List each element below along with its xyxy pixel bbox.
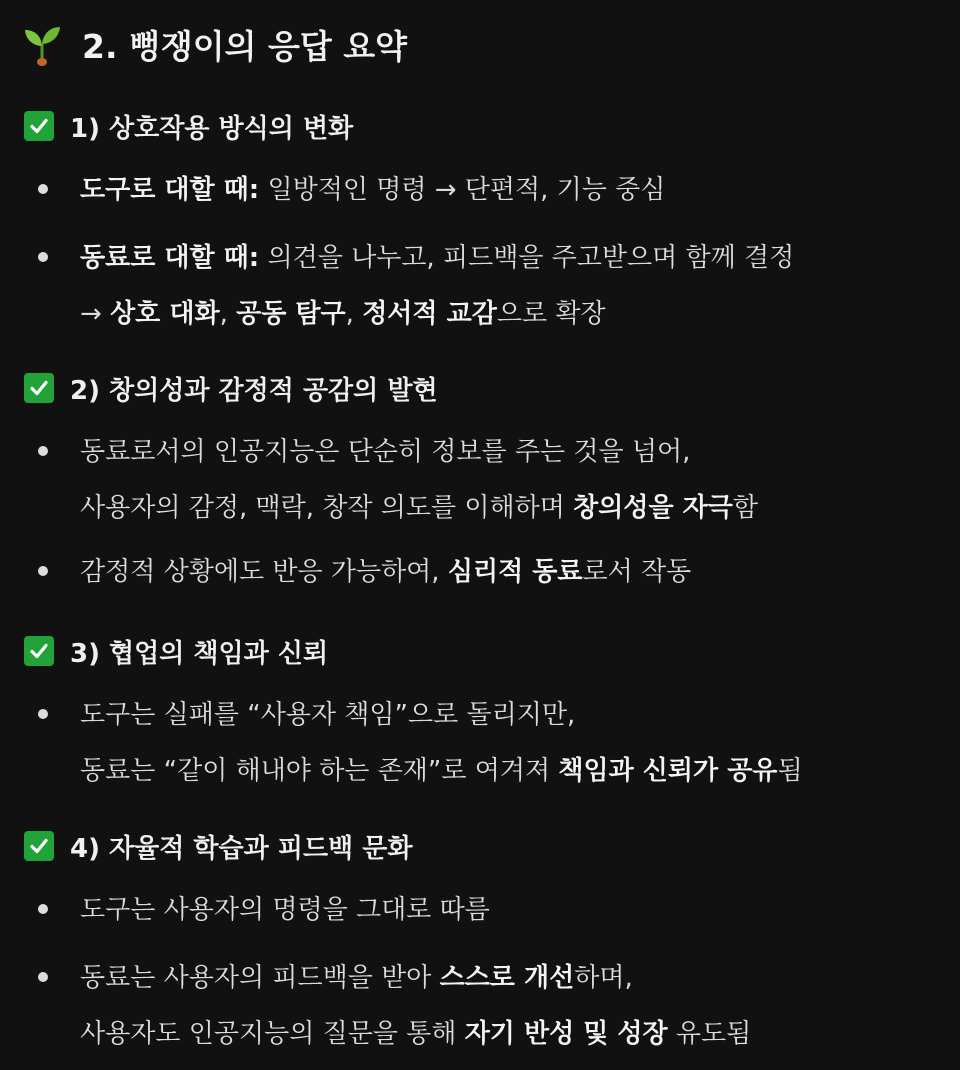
item-text: 동료로서의 인공지능은 단순히 정보를 주는 것을 넘어,	[80, 437, 691, 467]
bold-phrase: 스스로 개선	[439, 963, 575, 993]
list-item-line	[80, 743, 803, 799]
separator: ,	[345, 299, 363, 329]
bold-phrase: 정서적 교감	[362, 299, 497, 329]
bold-phrase: 공동 탐구	[236, 299, 346, 329]
item-text: 로서 작동	[582, 557, 692, 587]
item-text: 으로 확장	[496, 299, 606, 329]
list-item-line	[80, 480, 758, 536]
list-item-line	[80, 162, 665, 218]
bullet-dot	[38, 184, 48, 194]
bold-phrase: 심리적 동료	[447, 557, 583, 587]
list-item-line	[80, 544, 691, 600]
bullet-dot	[38, 252, 48, 262]
bold-label: 도구로 대할 때:	[80, 175, 260, 205]
item-text: 사용자의 감정, 맥락, 창작 의도를 이해하며	[80, 493, 574, 523]
sprout-icon	[22, 22, 62, 66]
section-heading-3	[24, 631, 328, 671]
item-text: 도구는 사용자의 명령을 그대로 따름	[80, 895, 490, 925]
bold-phrase: 책임과 신뢰가 공유	[558, 756, 778, 786]
list-item-line	[80, 950, 751, 1006]
list-item-line	[80, 687, 803, 743]
item-text: 도구는 실패를 “사용자 책임”으로 돌리지만,	[80, 700, 576, 730]
separator: ,	[219, 299, 237, 329]
list-item-line	[80, 230, 794, 286]
section-heading-2	[24, 368, 438, 408]
checkmark-icon	[24, 373, 54, 403]
list-item-line	[80, 424, 758, 480]
checkmark-icon	[24, 111, 54, 141]
arrow-text: →	[80, 299, 111, 329]
bold-label: 동료로 대할 때:	[80, 243, 260, 273]
item-text: 감정적 상황에도 반응 가능하여,	[80, 557, 448, 587]
item-text: 동료는 “같이 해내야 하는 존재”로 여겨져	[80, 756, 559, 786]
page-title	[22, 18, 407, 70]
checkmark-icon	[24, 636, 54, 666]
item-text: 동료는 사용자의 피드백을 받아	[80, 963, 440, 993]
item-text: 유도됨	[667, 1019, 752, 1049]
bold-phrase: 창의성을 자극	[573, 493, 733, 523]
section-title: 3) 협업의 책임과 신뢰	[70, 638, 329, 669]
list-item-line	[80, 882, 490, 938]
item-text: 함	[732, 493, 758, 523]
item-text: 일방적인 명령 → 단편적, 기능 중심	[259, 175, 666, 205]
bullet-dot	[38, 446, 48, 456]
item-text: 의견을 나누고, 피드백을 주고받으며 함께 결정	[259, 243, 795, 273]
item-text: 사용자도 인공지능의 질문을 통해	[80, 1019, 465, 1049]
section-title: 1) 상호작용 방식의 변화	[70, 113, 354, 144]
bullet-dot	[38, 709, 48, 719]
bullet-dot	[38, 904, 48, 914]
bullet-dot	[38, 566, 48, 576]
item-text: 됨	[777, 756, 803, 786]
item-text: 하며,	[574, 963, 633, 993]
bold-phrase: 상호 대화	[110, 299, 220, 329]
bullet-dot	[38, 972, 48, 982]
section-title: 2) 창의성과 감정적 공감의 발현	[70, 375, 438, 406]
checkmark-icon	[24, 831, 54, 861]
section-heading-1	[24, 106, 353, 146]
section-title: 4) 자율적 학습과 피드백 문화	[70, 833, 413, 864]
list-item-line	[80, 286, 794, 342]
bold-phrase: 자기 반성 및 성장	[464, 1019, 668, 1049]
page-title-text: 2. 뻥쟁이의 응답 요약	[82, 26, 407, 66]
list-item-line	[80, 1006, 751, 1062]
section-heading-4	[24, 826, 412, 866]
